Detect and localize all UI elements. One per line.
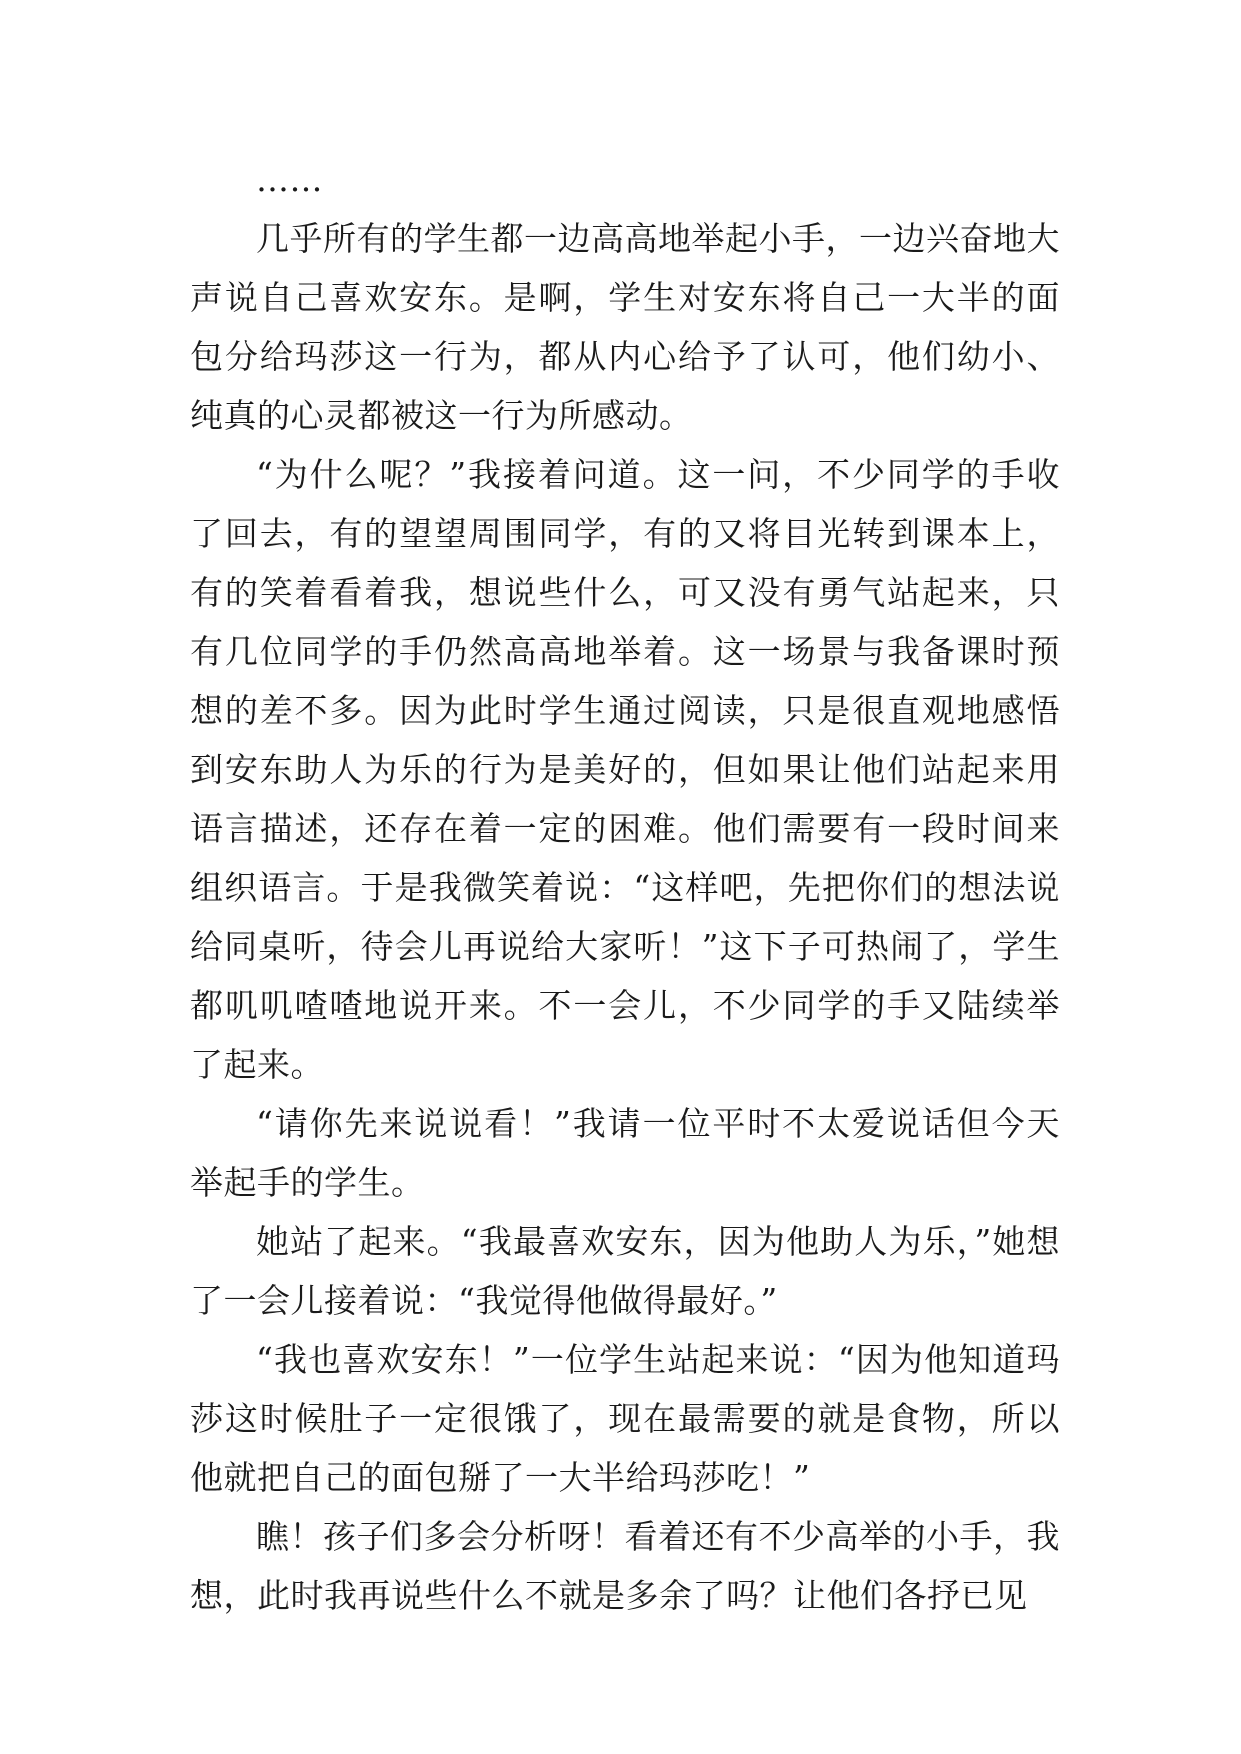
paragraph: “请你先来说说看！”我请一位平时不太爱说话但今天举起手的学生。 bbox=[190, 1104, 1060, 1202]
paragraph: “为什么呢？”我接着问道。这一问，不少同学的手收了回去，有的望望周围同学，有的又将目光转到课本上，有的笑着看着我，想说些什么，可又没有勇气站起来，只有几位同学的手仍然高高地举着。这一场景与我备课时预想的差不多。因为此时学生通过阅读，只是很直观地感悟到安东助人为乐的行为是美好的，但如果让他们站起来用语言描述，还存在着一定的困难。他们需要有一段时间来组织语言。于是我微笑着说：“这样吧，先把你们的想法说给同桌听，待会儿再说给大家听！”这下子可热闹了，学生都叽叽喳喳地说开来。不一会儿，不少同学的手又陆续举了起来。 bbox=[190, 455, 1060, 1084]
paragraph: 瞧！孩子们多会分析呀！看着还有不少高举的小手，我想，此时我再说些什么不就是多余了吗？让他们各抒已见 bbox=[190, 1517, 1060, 1615]
paragraph: 几乎所有的学生都一边高高地举起小手，一边兴奋地大声说自己喜欢安东。是啊，学生对安东将自己一大半的面包分给玛莎这一行为，都从内心给予了认可，他们幼小、纯真的心灵都被这一行为所感动。 bbox=[190, 219, 1060, 435]
paragraph: 她站了起来。“我最喜欢安东，因为他助人为乐，”她想了一会儿接着说：“我觉得他做得最好。” bbox=[190, 1222, 1060, 1320]
paragraph-ellipsis: …… bbox=[256, 160, 323, 199]
paragraph: “我也喜欢安东！”一位学生站起来说：“因为他知道玛莎这时候肚子一定很饿了，现在最需要的就是食物，所以他就把自己的面包掰了一大半给玛莎吃！” bbox=[190, 1340, 1060, 1497]
document-body bbox=[190, 150, 1060, 1625]
